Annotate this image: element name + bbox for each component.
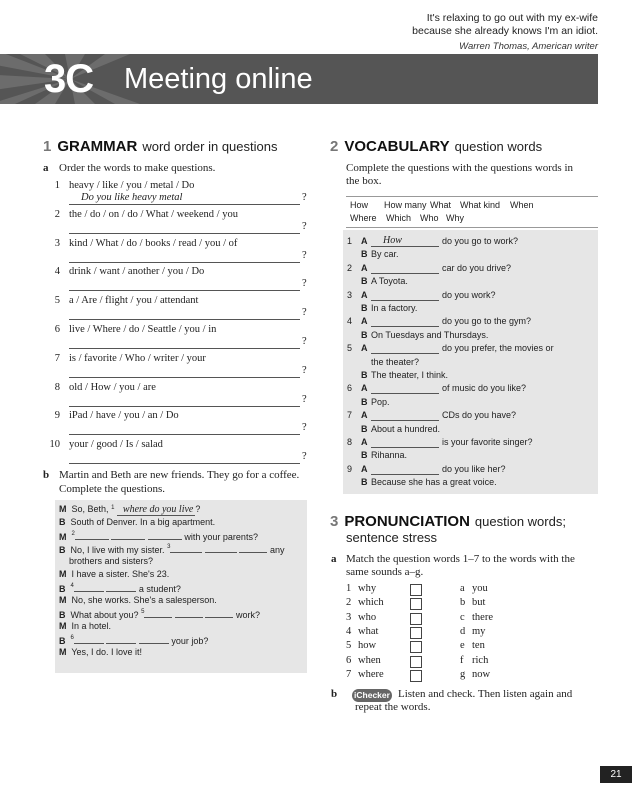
vocab-reply: About a hundred. [371,423,441,434]
grammar-item-number: 3 [54,237,60,249]
vocab-item-number: 8 [347,437,353,447]
dialogue-blank[interactable] [175,608,203,618]
dialogue-blank[interactable] [139,634,169,644]
dialogue-line-10: M In a hotel. [59,621,112,631]
match-question-word: when [358,654,381,666]
pronunciation-b-instruction-2: repeat the words. [355,701,431,713]
grammar-answer-line[interactable] [69,348,300,349]
match-answer-box[interactable] [410,613,422,625]
vocab-answer-line[interactable] [371,246,439,247]
match-number: 4 [346,625,352,637]
match-answer-box[interactable] [410,627,422,639]
quote-author: Warren Thomas, American writer [459,41,598,52]
epigraph-quote [412,12,598,53]
vocab-item-number: 6 [347,383,353,394]
question-mark: ? [302,393,307,405]
match-number: 1 [346,583,352,594]
match-letter: e [460,640,465,652]
match-answer-box[interactable] [410,656,422,668]
dialogue-line-5: brothers and sisters? [69,556,154,566]
vocab-question: do you prefer, the movies or [442,343,554,354]
speaker-a: A [361,262,368,273]
vocab-question: do you go to work? [442,236,519,246]
grammar-answer-line[interactable] [69,434,300,435]
dialogue-blank[interactable] [205,608,233,618]
vocabulary-heading: 2 VOCABULARY question words [330,138,543,155]
speaker-a: A [361,463,368,474]
pronunciation-b-instruction-1: Listen and check. Then listen again and [398,688,573,700]
match-number: 3 [346,611,352,623]
vocabulary-instruction-2: the box. [346,175,382,187]
grammar-b-instruction-2: Complete the questions. [59,483,166,495]
match-number: 6 [346,654,352,666]
question-mark: ? [302,422,307,434]
match-answer-box[interactable] [410,670,422,682]
question-mark: ? [302,278,307,290]
match-answer-box[interactable] [410,598,422,610]
speaker-b: B [361,249,368,260]
pronunciation-a-label: a [331,553,337,565]
grammar-item-number: 8 [54,381,60,393]
dialogue-line-6: M I have a sister. She's 23. [59,569,170,579]
match-answer-box[interactable] [410,584,422,596]
vocabulary-exercise-box [343,230,598,494]
dialogue-blank[interactable] [239,543,267,553]
dialogue-blank[interactable] [75,530,109,540]
dialogue-blank[interactable] [144,608,172,618]
grammar-item-words: heavy / like / you / metal / Do [69,180,195,191]
word-box-item: How [350,200,369,210]
grammar-item-words: is / favorite / Who / writer / your [69,352,206,364]
grammar-item-number: 4 [54,266,60,278]
vocab-answer-line[interactable] [371,420,439,421]
grammar-b-instruction-1: Martin and Beth are new friends. They go for a coffee. [59,469,300,481]
grammar-item-number: 7 [54,352,60,364]
dialogue-line-7: B $^4$ a student? [59,583,181,594]
vocab-reply: A Toyota. [371,276,408,287]
match-sound-word: but [472,597,486,609]
vocab-item-number: 4 [347,316,353,327]
vocab-question: of music do you like? [442,383,527,394]
speaker-a: A [361,343,368,354]
dialogue-blank[interactable] [74,582,104,592]
grammar-item-words: live / Where / do / Seattle / you / in [69,324,217,335]
match-answer-box[interactable] [410,641,422,653]
word-box-item: What kind [460,200,501,210]
speaker-b: B [361,370,368,380]
ichecker-badge[interactable]: iChecker [352,689,392,702]
vocab-item-number: 9 [347,463,353,474]
lesson-code: 3C [44,57,94,101]
vocab-answer-line[interactable] [371,326,439,327]
grammar-answer-line[interactable] [69,262,300,263]
page-number: 21 [600,766,632,783]
vocab-answer-line[interactable] [371,273,439,274]
vocab-question: is your favorite singer? [442,437,533,447]
dialogue-answer-1: where do you live [117,504,195,516]
vocab-reply: On Tuesdays and Thursdays. [371,329,489,340]
pronunciation-subheading-2: sentence stress [346,530,438,545]
speaker-b: B [361,396,368,407]
speaker-a: A [361,316,368,327]
match-question-word: why [358,583,377,594]
speaker-a: A [361,383,368,394]
grammar-item-words: drink / want / another / you / Do [69,266,205,278]
dialogue-line-2: B South of Denver. In a big apartment. [59,517,216,527]
grammar-answer-line[interactable] [69,319,300,320]
dialogue-line-1: M So, Beth, $^1$ where do you live ? [59,504,201,515]
vocab-reply: The theater, I think. [371,370,449,380]
dialogue-line-11: B $^6$ your job? [59,635,209,646]
dialogue-line-8: M No, she works. She's a salesperson. [59,595,217,605]
grammar-item-number: 6 [54,324,60,335]
vocab-answer-line[interactable] [371,393,439,394]
vocab-question: do you like her? [442,463,506,474]
question-mark: ? [302,249,307,261]
dialogue-line-3: M $^2$ with your parents? [59,531,258,542]
grammar-answer-line[interactable] [69,463,300,464]
word-box [346,196,598,228]
vocab-reply: Because she has a great voice. [371,477,497,488]
quote-line-1: It's relaxing to go out with my ex-wife [426,12,598,24]
speaker-b: B [361,303,368,313]
grammar-item-words: a / Are / flight / you / attendant [69,295,199,307]
vocab-answer-line[interactable] [371,353,439,354]
dialogue-blank[interactable] [170,543,202,553]
vocabulary-instruction-1: Complete the questions with the questions words in [346,162,574,174]
pronunciation-b-label: b [331,688,338,700]
vocab-item-number: 7 [347,410,353,421]
match-letter: f [460,654,464,666]
match-sound-word: now [472,668,491,680]
vocab-reply: In a factory. [371,303,418,313]
vocab-item-number: 3 [347,289,353,300]
word-box-item: Who [420,213,439,223]
vocab-question: do you go to the gym? [442,316,532,327]
vocab-reply: By car. [371,249,399,260]
grammar-item-words: the / do / on / do / What / weekend / you [69,208,238,220]
grammar-item-words: iPad / have / you / an / Do [69,410,179,422]
dialogue-blank[interactable] [106,634,136,644]
vocab-item-number: 2 [347,262,353,273]
grammar-item-number: 2 [54,208,60,220]
match-number: 5 [346,640,352,652]
grammar-item-words: old / How / you / are [69,381,156,393]
question-mark: ? [302,336,307,347]
match-sound-word: there [472,611,493,623]
grammar-item-number: 5 [54,295,60,307]
match-sound-word: rich [472,654,489,666]
match-sound-word: you [472,583,488,594]
vocab-question: car do you drive? [442,262,512,273]
dialogue-line-9: B What about you? $^5$ work? [59,609,260,620]
question-mark: ? [302,307,307,319]
word-box-item: Why [446,213,464,223]
lesson-banner [0,54,598,104]
speaker-b: B [361,329,368,340]
question-mark: ? [302,451,307,463]
vocab-item-number: 5 [347,343,353,354]
vocab-reply: Pop. [371,396,390,407]
speaker-b: B [361,450,368,461]
dialogue-line-4: B No, I live with my sister. $^3$ any [59,544,285,555]
match-question-word: which [358,597,384,609]
vocab-item-number: 1 [347,236,353,246]
match-question-word: where [358,668,384,680]
word-box-item: Which [386,213,412,223]
pronunciation-a-instruction-2: same sounds a–g. [346,566,424,578]
speaker-b: B [361,276,368,287]
speaker-b: B [361,423,368,434]
question-mark: ? [302,192,307,203]
speaker-b: B [361,477,368,488]
word-box-item: Where [350,213,377,223]
vocab-answer-line[interactable] [371,447,439,448]
match-question-word: who [358,611,377,623]
match-sound-word: ten [472,640,485,652]
vocab-reply: Rihanna. [371,450,408,461]
match-number: 2 [346,597,352,609]
word-box-item: How many [384,200,427,210]
word-box-item: What [430,200,452,210]
dialogue-blank[interactable] [205,543,237,553]
grammar-item-number: 1 [54,180,60,191]
dialogue-box [55,500,307,673]
match-question-word: how [358,640,377,652]
vocab-answer-text: How [383,235,402,246]
dialogue-line-12: M Yes, I do. I love it! [59,647,143,657]
vocab-answer-line[interactable] [371,474,439,475]
match-letter: a [460,583,465,594]
grammar-item-words: your / good / Is / salad [69,439,163,451]
grammar-a-instruction: Order the words to make questions. [59,162,216,174]
match-letter: c [460,611,465,623]
match-letter: d [460,625,466,637]
question-mark: ? [302,364,307,376]
match-letter: g [460,668,466,680]
grammar-heading: 1 GRAMMAR word order in questions [43,138,278,155]
grammar-answer-text: Do you like heavy metal [81,192,183,203]
dialogue-blank[interactable] [74,634,104,644]
speaker-a: A [361,289,368,300]
vocab-question: CDs do you have? [442,410,517,421]
grammar-item-words: kind / What / do / books / read / you / of [69,237,238,249]
dialogue-blank[interactable] [106,582,136,592]
grammar-answer-line[interactable] [69,377,300,378]
speaker-a: A [361,437,368,447]
match-sound-word: my [472,625,486,637]
grammar-b-label: b [43,469,50,481]
question-mark: ? [302,220,307,232]
speaker-a: A [361,410,368,421]
dialogue-blank[interactable] [111,530,145,540]
vocab-answer-line[interactable] [371,300,439,301]
grammar-item-number: 10 [49,439,60,451]
grammar-a-label: a [43,162,49,174]
lesson-title: Meeting online [124,63,313,95]
quote-line-2: because she already knows I'm an idiot. [412,25,598,37]
word-box-item: When [510,200,534,210]
speaker-a: A [361,236,368,246]
dialogue-blank[interactable] [148,530,182,540]
grammar-item-number: 9 [54,410,60,422]
match-letter: b [460,597,466,609]
match-number: 7 [346,668,352,680]
vocab-question: do you work? [442,289,496,300]
pronunciation-heading: 3 PRONUNCIATION question words; [330,513,566,530]
grammar-answer-line[interactable] [69,204,300,205]
match-question-word: what [358,625,379,637]
grammar-answer-line[interactable] [69,290,300,291]
grammar-answer-line[interactable] [69,406,300,407]
pronunciation-a-instruction-1: Match the question words 1–7 to the words with the [346,553,575,565]
vocab-question-cont: the theater? [371,356,420,367]
grammar-answer-line[interactable] [69,233,300,234]
